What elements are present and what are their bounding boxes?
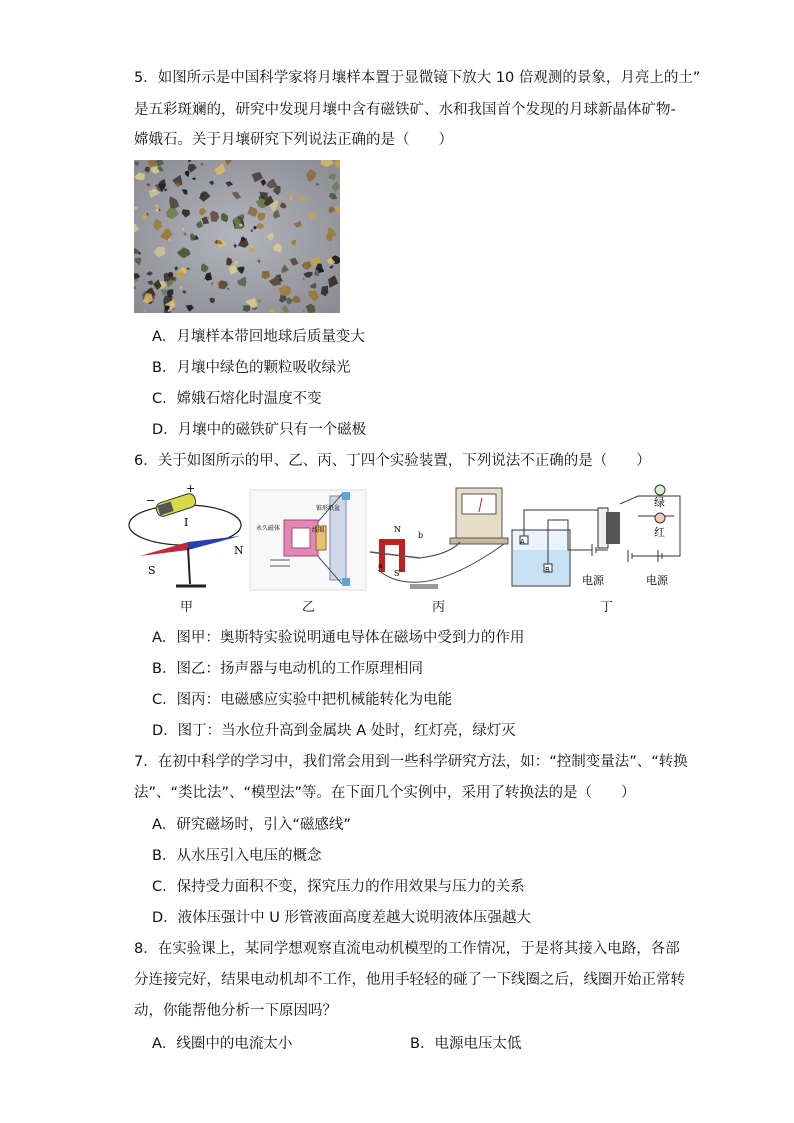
ding-a-label: A [520, 538, 525, 546]
q6-stem-line1: 6．关于如图所示的甲、乙、丙、丁四个实验装置，下列说法不正确的是（ ） [134, 453, 651, 469]
q7-option-a[interactable]: A．研究磁场时，引入“磁感线” [152, 817, 351, 833]
q6-option-a[interactable]: A．图甲：奥斯特实验说明通电导体在磁场中受到力的作用 [152, 630, 525, 646]
q5-option-a[interactable]: A．月壤样本带回地球后质量变大 [152, 329, 365, 345]
diagram-bing [370, 488, 508, 589]
q5-option-d[interactable]: D．月壤中的磁铁矿只有一个磁极 [152, 422, 367, 438]
ding-power-left-label: 电源 [582, 574, 604, 587]
q5-stem-line3: 嫦娥石。关于月壤研究下列说法正确的是（ ） [134, 132, 453, 148]
caption-jia: 甲 [180, 600, 194, 615]
caption-ding: 丁 [600, 600, 614, 615]
ding-power-right-label: 电源 [646, 574, 668, 587]
q5-option-b[interactable]: B．月壤中绿色的颗粒吸收绿光 [152, 360, 351, 376]
jia-south-label: S [148, 564, 156, 577]
bing-north-label: N [394, 525, 401, 534]
q7-option-d[interactable]: D．液体压强计中 U 形管液面高度差越大说明液体压强越大 [152, 910, 531, 926]
yi-coil-label: 线圈 [312, 527, 325, 534]
caption-yi: 乙 [302, 600, 316, 615]
bing-south-label: S [394, 569, 400, 578]
q8-stem-line2: 分连接完好，结果电动机却不工作，他用手轻轻的碰了一下线圈之后，线圈开始正常转 [134, 972, 685, 988]
ding-red-label: 红 [654, 526, 665, 539]
jia-plus-label: + [186, 482, 196, 495]
q8-option-a[interactable]: A．线圈中的电流太小 [152, 1036, 293, 1052]
q8-stem-line1: 8．在实验课上，某同学想观察直流电动机模型的工作情况，于是将其接入电路，各部 [134, 941, 680, 957]
yi-cone-label: 锥形纸盆 [316, 505, 341, 512]
q5-stem-line2: 是五彩斑斓的，研究中发现月壤中含有磁铁矿、水和我国首个发现的月球新晶体矿物- [134, 102, 676, 118]
q6-option-b[interactable]: B．图乙：扬声器与电动机的工作原理相同 [152, 661, 423, 677]
jia-current-label: I [184, 516, 189, 529]
jia-minus-label: − [146, 494, 156, 507]
q5-stem-line1: 5．如图所示是中国科学家将月壤样本置于显微镜下放大 10 倍观测的景象，月亮上的土” [134, 70, 701, 86]
bing-b-label: b [418, 531, 424, 540]
q7-option-b[interactable]: B．从水压引入电压的概念 [152, 848, 322, 864]
q6-option-d[interactable]: D．图丁：当水位升高到金属块 A 处时，红灯亮，绿灯灭 [152, 723, 516, 739]
ding-green-label: 绿 [654, 496, 665, 509]
q7-stem-line2: 法”、“类比法”、“模型法”等。在下面几个实例中，采用了转换法的是（ ） [134, 785, 636, 801]
q5-option-c[interactable]: C．嫦娥石熔化时温度不变 [152, 391, 322, 407]
caption-bing: 丙 [432, 600, 446, 615]
diagram-jia [129, 482, 244, 586]
q8-stem-line3: 动，你能帮他分析一下原因吗？ [134, 1003, 337, 1019]
diagram-ding [512, 485, 680, 587]
yi-magnet-label: 永久磁体 [256, 525, 281, 532]
jia-north-label: N [234, 544, 244, 557]
q8-option-b[interactable]: B．电源电压太低 [410, 1036, 522, 1052]
q7-stem-line1: 7．在初中科学的学习中，我们常会用到一些科学研究方法，如：“控制变量法”、“转换 [134, 754, 688, 770]
ding-b-label: B [545, 566, 550, 574]
q6-option-c[interactable]: C．图丙：电磁感应实验中把机械能转化为电能 [152, 692, 453, 708]
q7-option-c[interactable]: C．保持受力面积不变，探究压力的作用效果与压力的关系 [152, 879, 525, 895]
lunar-soil-micrograph [134, 160, 340, 313]
diagram-yi [250, 490, 366, 590]
bing-a-label: a [378, 561, 383, 570]
